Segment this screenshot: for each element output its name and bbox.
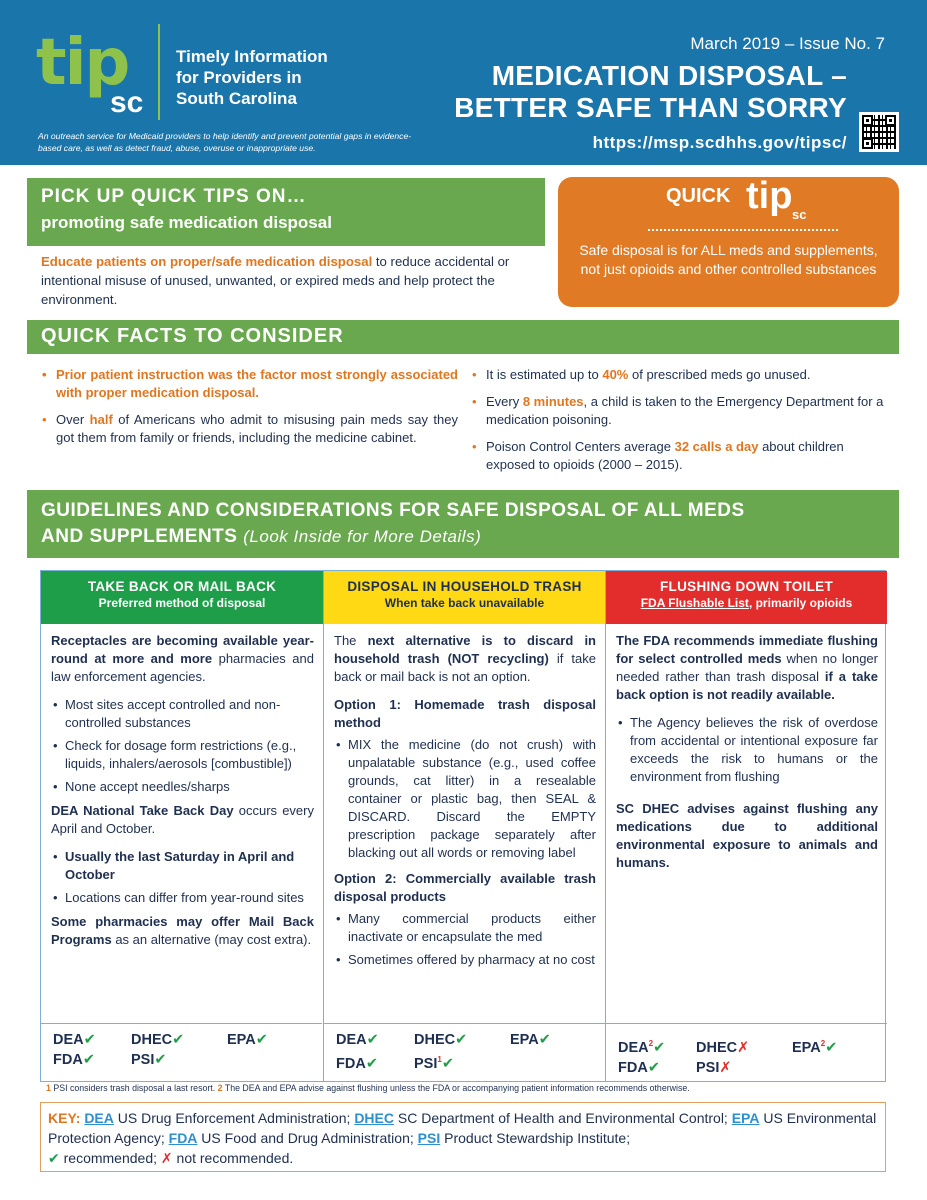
column-subtitle: Preferred method of disposal (98, 596, 266, 610)
fda-flushable-list-link[interactable]: FDA Flushable List (640, 596, 749, 610)
footnote-text: The DEA and EPA advise against flushing unless the FDA or accompanying patient information recommends otherwise. (222, 1083, 690, 1093)
pickup-subtitle: promoting safe medication disposal (41, 213, 332, 232)
text: occurs every April and October. (51, 803, 314, 836)
rating-fda (53, 1050, 131, 1070)
tipsc-logo (36, 26, 156, 122)
fact-text: It is estimated up to (486, 367, 603, 382)
abbr-definition: US Environmental Protection Agency; (48, 1110, 877, 1146)
guidelines-title-text: AND SUPPLEMENTS (41, 526, 244, 547)
logo-tip-text: tip (36, 26, 129, 100)
column-take-back (41, 571, 323, 1082)
column-subtitle (606, 596, 887, 610)
bold-text: Usually the last Saturday in April and October (65, 849, 295, 882)
fact-item: • Prior patient instruction was the factor most strongly associated with proper medication disposal. (42, 366, 458, 402)
paragraph (51, 913, 314, 949)
rating-dhec (414, 1030, 510, 1050)
brand-line-1: Timely Information (176, 47, 328, 66)
rating-psi (696, 1060, 732, 1076)
qr-pattern (862, 115, 896, 149)
footnote-ref: 1 (437, 1055, 442, 1064)
quick-tip-sc: sc (792, 207, 807, 222)
guidelines-title (41, 498, 745, 550)
check-icon: ✔ (154, 1052, 167, 1068)
quick-tip-quick: QUICK (666, 185, 731, 207)
facts-section-header (27, 320, 899, 354)
brand-text (176, 46, 328, 109)
fact-item (472, 438, 892, 474)
footnote-number: 1 (46, 1083, 51, 1093)
list-item (51, 848, 314, 884)
check-icon: ✔ (653, 1039, 666, 1056)
rating-epa (792, 1040, 837, 1056)
tagline: An outreach service for Medicaid providers to help identify and prevent potential gaps in evidence-based care, as well as detect fraud, abuse, overuse or inappropriate use. (38, 131, 412, 153)
text: , primarily opioids (748, 596, 853, 610)
fact-item (42, 411, 458, 447)
bold-text: SC DHEC advises against flushing any medications due to additional environmental exposure to animals and humans. (616, 801, 878, 870)
guidelines-title-note: (Look Inside for More Details) (243, 527, 482, 546)
agency-label: DEA (336, 1032, 367, 1048)
title-line-1: MEDICATION DISPOSAL – (491, 60, 847, 91)
website-link[interactable]: https://msp.scdhhs.gov/tipsc/ (592, 133, 847, 152)
agency-label: DHEC (414, 1032, 456, 1048)
footnote-text: PSI considers trash disposal a last resort. (50, 1083, 218, 1093)
dotted-divider (648, 229, 838, 231)
column-body (324, 624, 605, 969)
option-title: Option 2: Commercially available trash disposal products (334, 871, 596, 904)
abbr-definition: US Drug Enforcement Administration; (113, 1110, 355, 1126)
list-item: • Locations can differ from year-round sites (51, 889, 314, 907)
column-body (41, 624, 323, 949)
agency-ratings (606, 1023, 887, 1082)
disposal-methods-table (40, 570, 886, 1082)
column-header (606, 571, 887, 624)
paragraph (334, 696, 596, 732)
agency-label: DEA (618, 1039, 649, 1056)
check-icon: ✔ (255, 1032, 268, 1048)
agency-ratings (41, 1023, 322, 1082)
text: as an alternative (may cost extra). (111, 932, 312, 947)
agency-label: FDA (618, 1059, 648, 1076)
pickup-lead: Educate patients on proper/safe medication disposal (41, 254, 373, 269)
abbr-fda-link[interactable]: FDA (168, 1130, 198, 1146)
rating-dea (336, 1030, 414, 1050)
column-title: DISPOSAL IN HOUSEHOLD TRASH (347, 579, 582, 594)
facts-list-right (472, 366, 892, 483)
cross-icon: ✗ (737, 1039, 750, 1056)
abbr-psi-link[interactable]: PSI (417, 1130, 441, 1146)
qr-corner (885, 115, 896, 126)
fact-highlight: 8 minutes (522, 394, 584, 409)
check-icon: ✔ (365, 1055, 378, 1072)
issue-date: March 2019 – Issue No. 7 (690, 34, 885, 53)
list-item: • Many commercial products either inactivate or encapsulate the med (334, 910, 596, 946)
agency-label: PSI (414, 1055, 438, 1072)
rating-dea (618, 1034, 696, 1058)
list-item: • Most sites accept controlled and non-controlled substances (51, 696, 314, 732)
fact-highlight: 40% (602, 367, 629, 382)
fact-highlight: 32 calls a day (674, 439, 759, 454)
key-label: KEY: (48, 1110, 81, 1126)
fact-text: , a child is taken to the Emergency Department for a medication poisoning. (486, 394, 884, 427)
check-icon: ✔ (83, 1032, 96, 1048)
quick-tip-box (558, 177, 899, 307)
column-title: FLUSHING DOWN TOILET (660, 579, 833, 594)
fact-text: Every (486, 394, 523, 409)
column-household-trash (323, 571, 605, 1082)
check-icon: ✔ (48, 1150, 60, 1166)
column-body (606, 624, 887, 872)
check-icon: ✔ (538, 1032, 551, 1048)
pickup-section-header (27, 178, 545, 246)
qr-corner (862, 115, 873, 126)
guidelines-title-line-1: GUIDELINES AND CONSIDERATIONS FOR SAFE DISPOSAL OF ALL MEDS (41, 500, 745, 521)
logo-divider (158, 24, 160, 120)
agency-label: PSI (131, 1052, 155, 1068)
cross-icon: ✗ (719, 1059, 732, 1076)
logo-sc-text: sc (110, 86, 144, 119)
key-not-recommended: not recommended. (172, 1150, 294, 1166)
fact-text: Over (56, 412, 90, 427)
rating-psi (131, 1052, 167, 1068)
check-icon: ✔ (82, 1052, 95, 1068)
guidelines-title-line-2 (41, 524, 745, 550)
text: The (334, 633, 368, 648)
bold-text: Some pharmacies may offer Mail Back Programs (51, 914, 314, 947)
ratings-row (618, 1034, 887, 1058)
fact-item (472, 393, 892, 429)
paragraph (51, 802, 314, 838)
qr-corner (862, 138, 873, 149)
text: when no longer needed rather than trash disposal (616, 651, 878, 684)
bullet-list (334, 910, 596, 969)
fact-text: of Americans who admit to misusing pain meds say they got them from family or friends, including the medicine cabinet. (56, 412, 458, 445)
ratings-row (53, 1050, 322, 1070)
column-subtitle: When take back unavailable (384, 596, 545, 610)
rating-dhec (696, 1038, 792, 1058)
footnote-ref: 2 (820, 1039, 826, 1048)
paragraph (334, 632, 596, 686)
bold-text: Receptacles are becoming available year-round at more and more (51, 633, 314, 666)
guidelines-section-header (27, 490, 899, 558)
abbr-definition: US Food and Drug Administration; (197, 1130, 418, 1146)
brand-line-2: for Providers in (176, 68, 302, 87)
ratings-row (336, 1050, 605, 1074)
paragraph (334, 870, 596, 906)
text: pharmacies and law enforcement agencies. (51, 651, 314, 684)
agency-label: DHEC (131, 1032, 173, 1048)
check-icon: ✔ (172, 1032, 185, 1048)
option-title: Option 1: Homemade trash disposal method (334, 697, 596, 730)
column-title: TAKE BACK OR MAIL BACK (87, 579, 277, 594)
rating-fda (618, 1058, 696, 1078)
quick-tip-tip: tip (746, 175, 793, 217)
footnote-ref: 2 (648, 1039, 654, 1048)
fact-text: of prescribed meds go unused. (628, 367, 811, 382)
header-banner (0, 0, 927, 165)
fact-text: about children exposed to opioids (2000 – 2015). (486, 439, 844, 472)
agency-label: FDA (53, 1052, 83, 1068)
agency-label: FDA (336, 1055, 366, 1072)
key-recommended: recommended; (59, 1150, 161, 1166)
quick-tip-text: Safe disposal is for ALL meds and supplements, not just opioids and other controlled substances (579, 242, 878, 277)
rating-psi (414, 1056, 454, 1072)
pickup-rest: to reduce accidental or intentional misuse of unused, unwanted, or expired meds and help protect the environment. (41, 254, 510, 307)
cross-icon: ✗ (160, 1150, 173, 1166)
paragraph (616, 800, 878, 872)
bold-text: if a take back option is not readily available. (616, 669, 878, 702)
fact-highlight: half (89, 412, 113, 427)
paragraph (51, 632, 314, 686)
ratings-row (53, 1030, 322, 1050)
bold-text: The FDA recommends immediate flushing for select controlled meds (616, 633, 878, 666)
qr-code-icon[interactable] (859, 112, 899, 152)
abbr-dhec-link[interactable]: DHEC (354, 1110, 394, 1126)
fact-item (472, 366, 892, 384)
agency-ratings (324, 1023, 605, 1082)
check-icon: ✔ (825, 1039, 838, 1056)
check-icon: ✔ (647, 1059, 660, 1076)
agency-label: EPA (510, 1032, 539, 1048)
check-icon: ✔ (441, 1055, 454, 1072)
bullet-list (616, 714, 878, 786)
bullet-list (334, 736, 596, 862)
pickup-text (41, 252, 546, 309)
check-icon: ✔ (366, 1032, 379, 1048)
check-icon: ✔ (455, 1032, 468, 1048)
footnotes (46, 1083, 690, 1093)
rating-fda (336, 1054, 414, 1074)
footnote-number: 2 (217, 1083, 223, 1093)
rating-epa (510, 1032, 551, 1048)
bold-text: next alternative is to discard in household trash (NOT recycling) (334, 633, 596, 666)
agency-label: EPA (227, 1032, 256, 1048)
bullet-list (51, 696, 314, 796)
text: if take back or mail back is not an option. (334, 651, 597, 684)
list-item: • None accept needles/sharps (51, 778, 314, 796)
column-header (41, 571, 323, 624)
abbr-definition: SC Department of Health and Environmental Control; (393, 1110, 732, 1126)
page-title (407, 60, 847, 124)
fact-text: Poison Control Centers average (486, 439, 675, 454)
title-line-2: BETTER SAFE THAN SORRY (454, 92, 847, 123)
ratings-row (618, 1058, 887, 1078)
list-item: • Sometimes offered by pharmacy at no cost (334, 951, 596, 969)
list-item: • Check for dosage form restrictions (e.g., liquids, inhalers/aerosols [combustible]) (51, 737, 314, 773)
facts-title: QUICK FACTS TO CONSIDER (41, 325, 344, 347)
list-item: • The Agency believes the risk of overdose from accidental or intentional exposure far exceeds the risk to humans or the environment from flushing (616, 714, 878, 786)
brand-line-3: South Carolina (176, 89, 297, 108)
ratings-row (336, 1030, 605, 1050)
paragraph (616, 632, 878, 704)
bullet-list (51, 848, 314, 907)
agency-label: PSI (696, 1059, 720, 1076)
rating-dhec (131, 1030, 227, 1050)
list-item: • MIX the medicine (do not crush) with unpalatable substance (e.g., used coffee grounds, cat litter) in a resealable container or plastic bag, then SEAL & DISCARD. Discard the EMPTY prescription package separately after blacking out all words or removing label (334, 736, 596, 862)
agency-label: EPA (792, 1039, 821, 1056)
rating-dea (53, 1030, 131, 1050)
facts-list-left (42, 366, 458, 456)
key-legend (40, 1102, 886, 1172)
column-flushing (605, 571, 887, 1082)
abbr-definition: Product Stewardship Institute; (440, 1130, 631, 1146)
column-header (324, 571, 605, 624)
abbr-dea-link[interactable]: DEA (84, 1110, 114, 1126)
bold-text: DEA National Take Back Day (51, 803, 234, 818)
agency-label: DHEC (696, 1039, 738, 1056)
pickup-title: PICK UP QUICK TIPS ON… (41, 186, 307, 207)
agency-label: DEA (53, 1032, 84, 1048)
rating-epa (227, 1032, 268, 1048)
abbr-epa-link[interactable]: EPA (731, 1110, 760, 1126)
